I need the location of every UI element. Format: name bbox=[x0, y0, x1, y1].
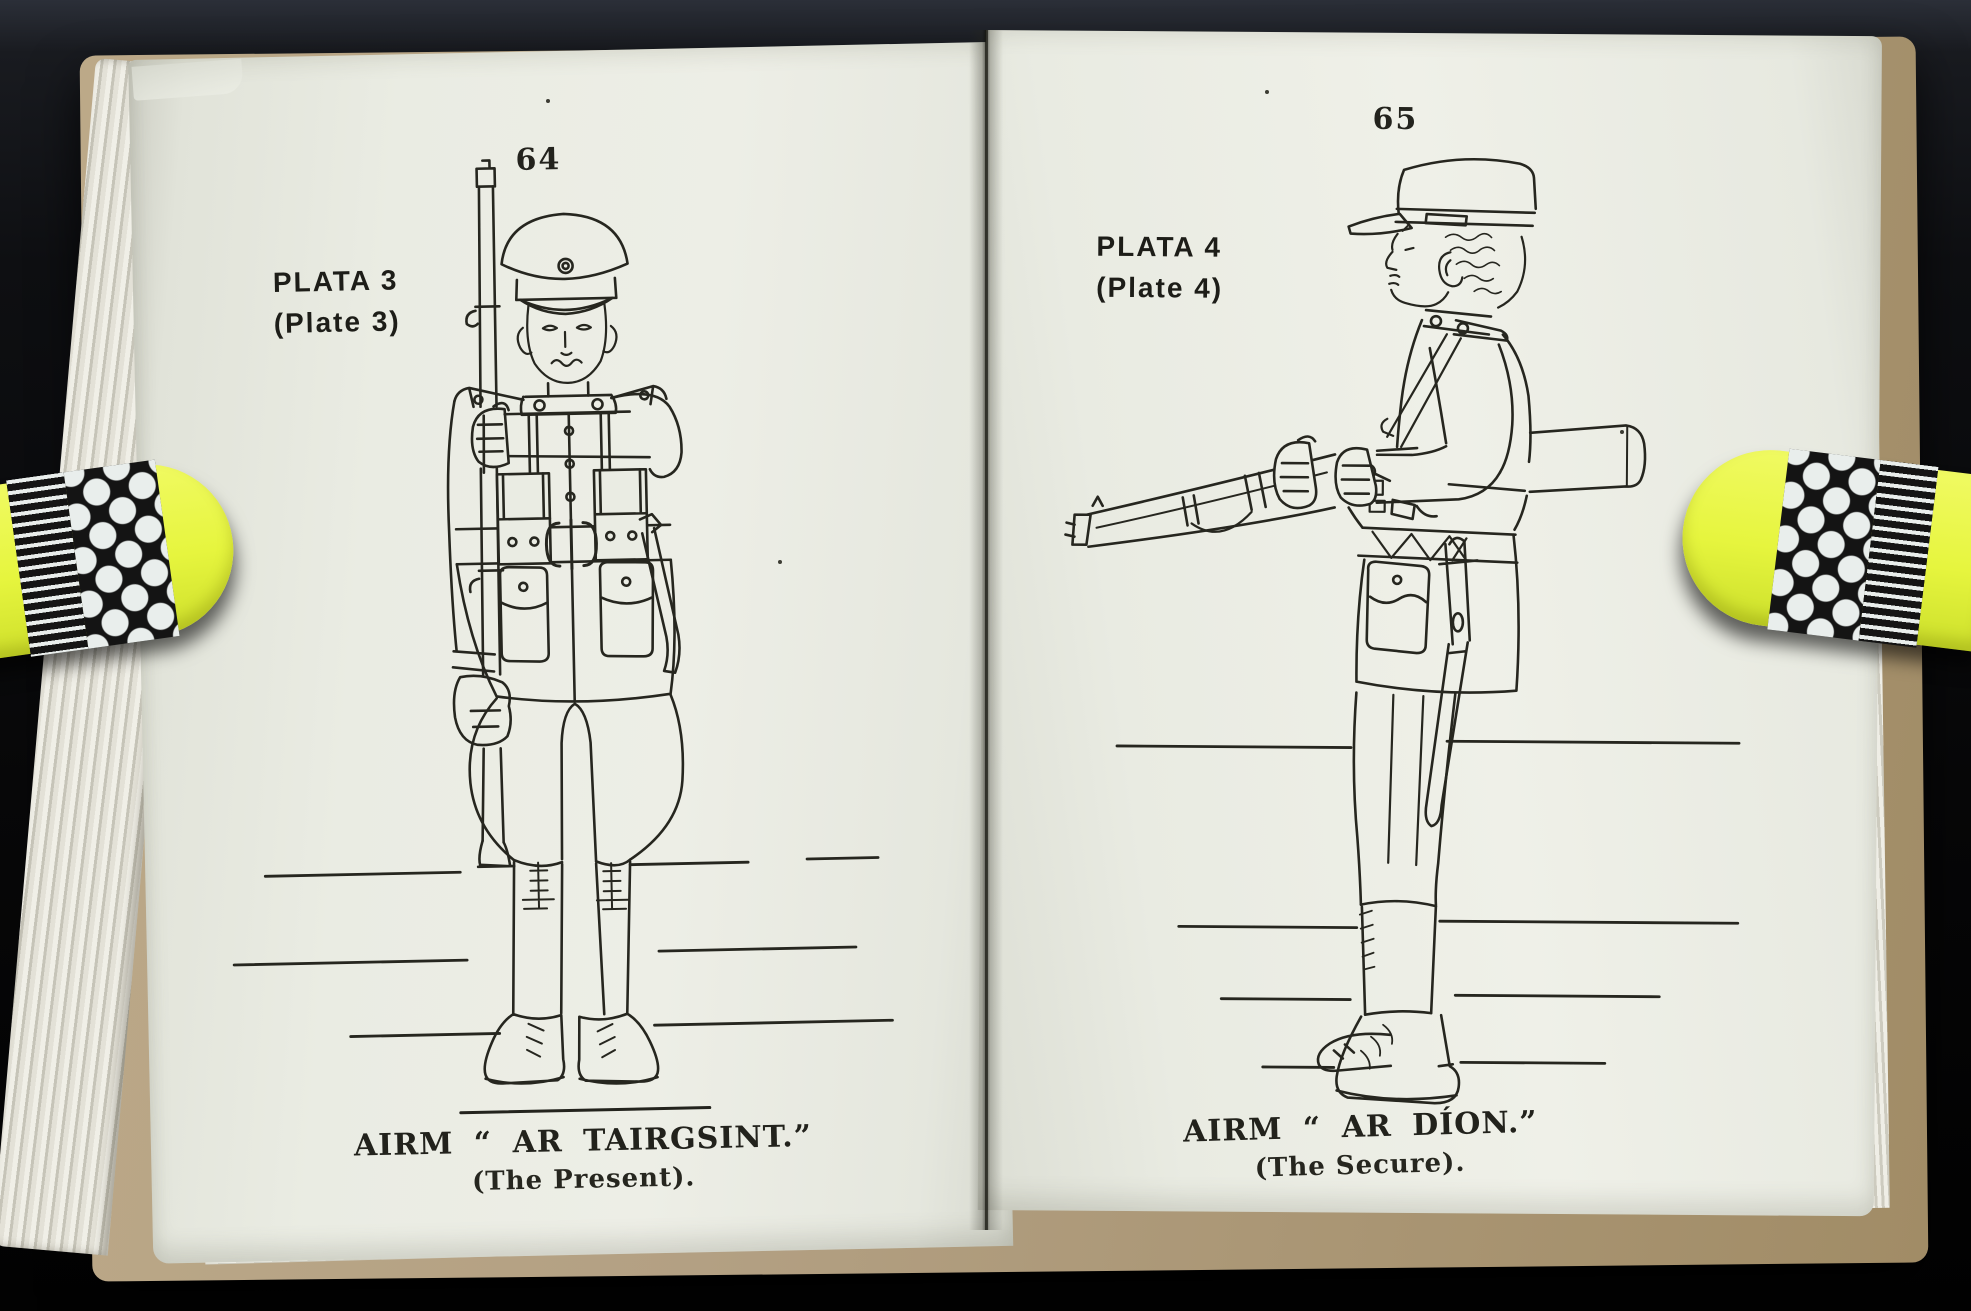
soldier-belt-skirt-profile bbox=[1356, 528, 1519, 693]
caption-left: AIRM “ AR TAIRGSINT.” bbox=[353, 1118, 813, 1164]
plate-label-right-english: (Plate 4) bbox=[1096, 271, 1224, 304]
paper-speck bbox=[1265, 90, 1269, 94]
plate-label-left-irish: PLATA 3 bbox=[272, 264, 399, 299]
plate-label-right-irish: PLATA 4 bbox=[1096, 230, 1223, 263]
subcaption-left: (The Present). bbox=[471, 1162, 696, 1198]
subcaption-right: (The Secure). bbox=[1254, 1147, 1466, 1184]
plate-label-left-english: (Plate 3) bbox=[273, 304, 401, 339]
figure-present-arms-drawing bbox=[162, 142, 902, 1127]
page-number-right: 65 bbox=[1372, 101, 1419, 138]
page-corner-crease bbox=[132, 59, 244, 101]
soldier-face-profile bbox=[1386, 233, 1525, 308]
page-left bbox=[128, 42, 1013, 1264]
book-gutter bbox=[969, 30, 1003, 1230]
soldier-legs-profile bbox=[1318, 692, 1462, 1103]
paper-speck bbox=[546, 99, 550, 103]
soldier-face-front bbox=[517, 304, 617, 384]
figure-secure-arms-drawing bbox=[1042, 140, 1749, 1135]
soldier-cap-profile bbox=[1349, 158, 1537, 235]
caption-right: AIRM “ AR DÍON.” bbox=[1182, 1104, 1539, 1150]
bayonet-scabbard bbox=[1426, 538, 1478, 827]
paper-speck bbox=[1620, 430, 1624, 434]
page-number-left: 64 bbox=[515, 141, 562, 178]
paper-speck bbox=[778, 560, 782, 564]
soldier-cap-front bbox=[501, 213, 629, 316]
page-right bbox=[978, 30, 1882, 1216]
soldier-gaiters-and-boots bbox=[480, 857, 658, 1086]
